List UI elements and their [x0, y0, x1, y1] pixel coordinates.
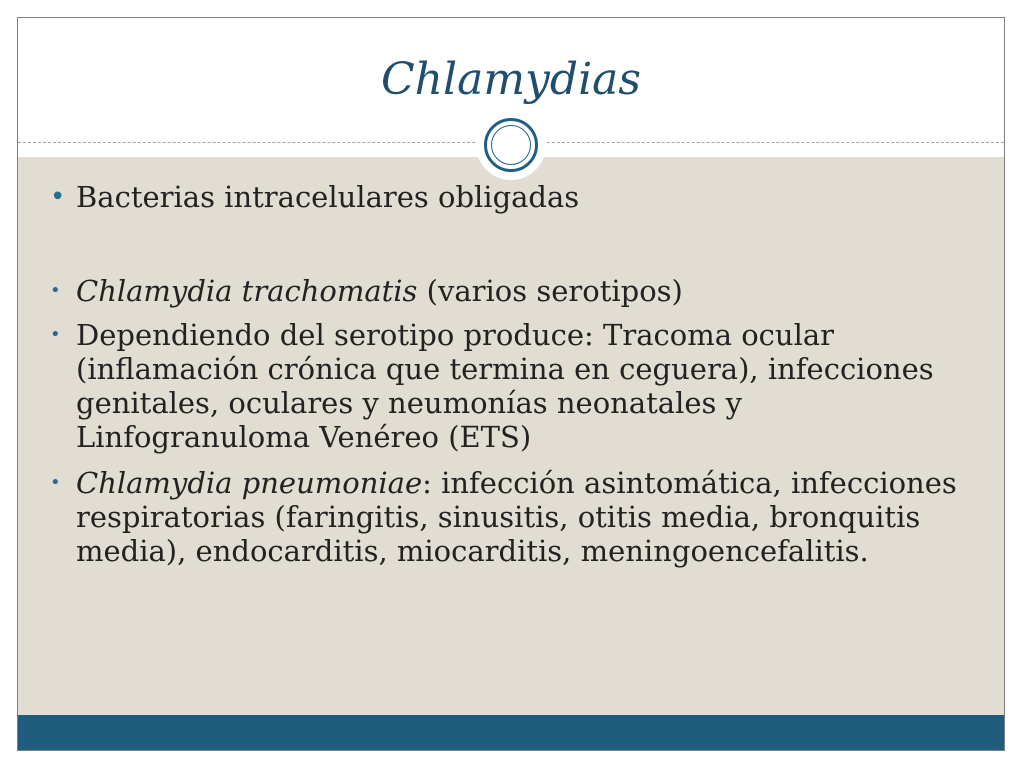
bullet-dot-icon: • — [50, 324, 61, 345]
bullet-text: : infección asintomática, infecciones respiratorias (faringitis, sinusitis, otitis media, bronquitis media), endocarditis, miocarditis, meningoencefalitis. — [76, 466, 957, 568]
bullet-item — [48, 318, 978, 454]
species-name: Chlamydia pneumoniae — [76, 466, 423, 500]
circle-ornament-icon — [476, 110, 546, 180]
bullet-text: Bacterias intracelulares obligadas — [76, 180, 580, 214]
footer-bar — [18, 715, 1004, 750]
ornament-ring-inner — [491, 125, 531, 165]
bullet-dot-icon: • — [50, 280, 61, 301]
bullet-text: (varios serotipos) — [417, 274, 683, 308]
bullet-text: Dependiendo del serotipo produce: Tracoma ocular (inflamación crónica que termina en ceguera), infecciones genitales, oculares y neumonías neonatales y Linfogranuloma Venéreo (ETS) — [76, 318, 934, 454]
ornament-ring — [484, 118, 538, 172]
bullet-dot-icon: • — [50, 472, 61, 493]
bullet-item — [48, 466, 978, 568]
bullet-dot-icon: • — [50, 182, 66, 212]
bullet-item — [48, 274, 978, 308]
species-name: Chlamydia trachomatis — [76, 274, 418, 308]
bullet-list — [48, 180, 978, 568]
slide-frame — [17, 17, 1005, 751]
bullet-item — [48, 180, 978, 214]
slide-title: Chlamydias — [381, 54, 641, 105]
